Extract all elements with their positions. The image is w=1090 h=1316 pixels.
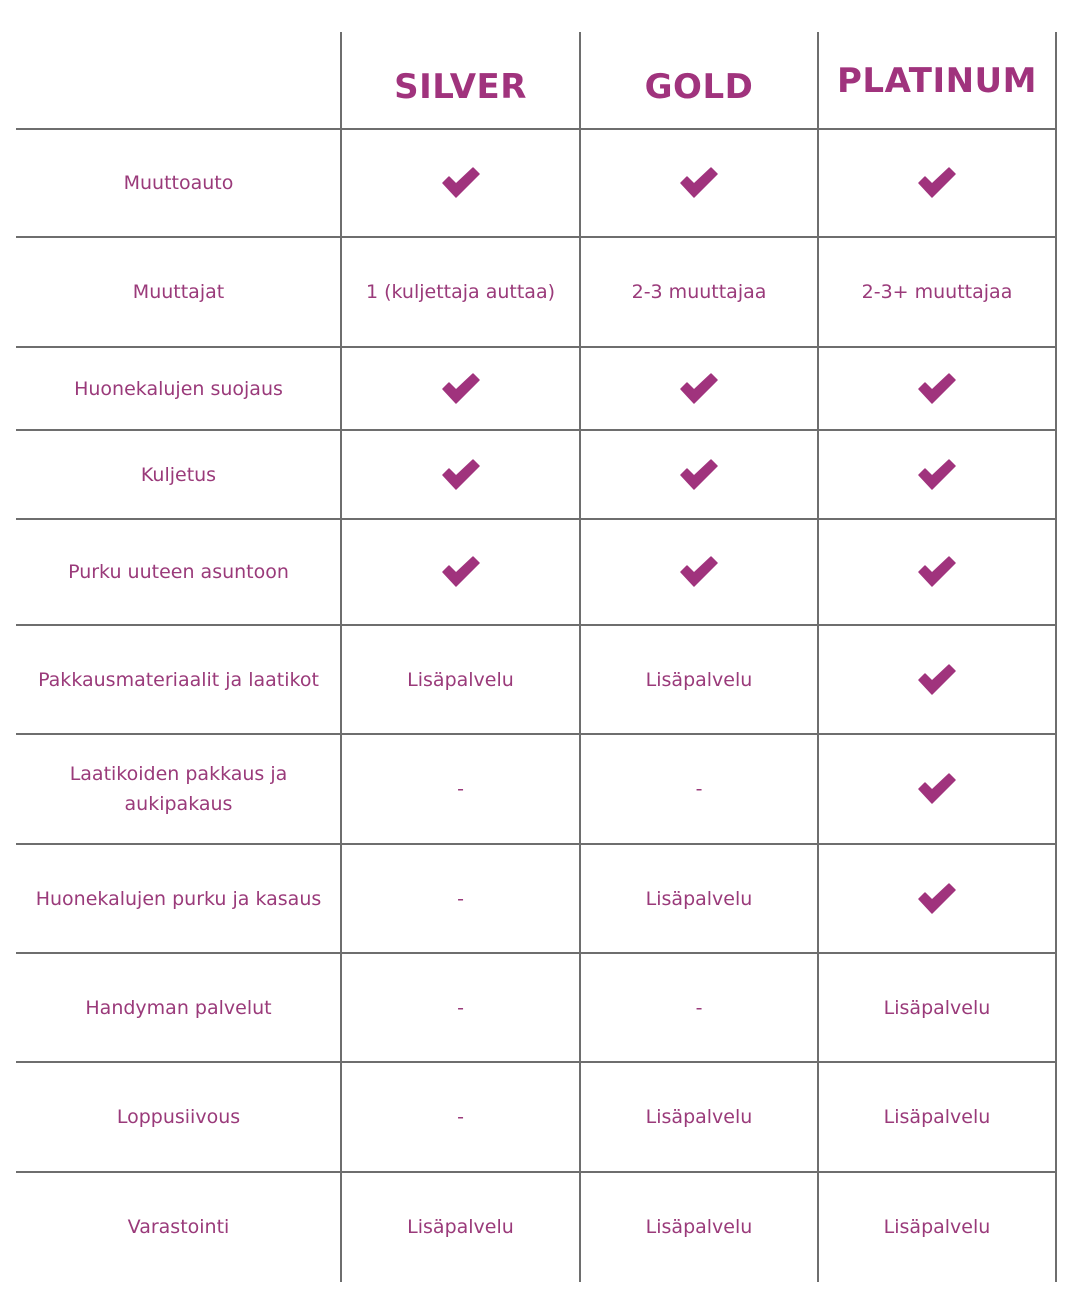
included-cell: [818, 347, 1056, 430]
included-cell: [580, 519, 818, 625]
value-cell: [341, 625, 580, 734]
value-cell: [341, 1172, 580, 1282]
platinum-plan-header: [818, 46, 1056, 116]
value-cell: [580, 844, 818, 953]
plan-name: SILVER: [394, 67, 527, 107]
not-included-cell: [341, 1062, 580, 1172]
value-cell: [580, 625, 818, 734]
value-cell: [341, 237, 580, 347]
cell-value: 2-3 muuttajaa: [631, 281, 767, 303]
cell-value: 2-3+ muuttajaa: [861, 281, 1013, 303]
included-cell: [818, 844, 1056, 953]
cell-value: -: [457, 778, 464, 800]
included-cell: [341, 430, 580, 519]
included-cell: [580, 129, 818, 237]
feature-label: Muuttajat: [132, 281, 225, 303]
feature-label: Handyman palvelut: [85, 996, 272, 1019]
feature-label: Laatikoiden pakkaus ja aukipakaus: [69, 763, 288, 815]
feature-label: Purku uuteen asuntoon: [68, 561, 289, 583]
feature-label: Huonekalujen purku ja kasaus: [35, 887, 322, 910]
cell-value: Lisäpalvelu: [645, 887, 753, 910]
cell-value: Lisäpalvelu: [645, 668, 753, 691]
not-included-cell: [341, 844, 580, 953]
feature-label: Loppusiivous: [116, 1106, 241, 1128]
value-cell: [818, 237, 1056, 347]
value-cell: [580, 237, 818, 347]
not-included-cell: [341, 953, 580, 1062]
checkmark-icon: [917, 664, 957, 696]
cell-value: Lisäpalvelu: [645, 1106, 753, 1128]
included-cell: [341, 347, 580, 430]
checkmark-icon: [917, 459, 957, 491]
plan-name: GOLD: [644, 67, 754, 107]
checkmark-icon: [679, 167, 719, 199]
feature-label: Muuttoauto: [123, 172, 234, 194]
included-cell: [818, 129, 1056, 237]
plan-name: PLATINUM: [837, 61, 1037, 101]
silver-plan-header: [341, 52, 580, 122]
checkmark-icon: [917, 773, 957, 805]
checkmark-icon: [679, 373, 719, 405]
cell-value: Lisäpalvelu: [883, 1106, 991, 1128]
checkmark-icon: [917, 373, 957, 405]
checkmark-icon: [917, 167, 957, 199]
not-included-cell: [341, 734, 580, 844]
included-cell: [341, 519, 580, 625]
not-included-cell: [580, 734, 818, 844]
feature-label: Huonekalujen suojaus: [74, 377, 283, 400]
cell-value: -: [457, 1106, 464, 1128]
gold-plan-header: [580, 52, 818, 122]
included-cell: [818, 734, 1056, 844]
value-cell: [818, 1062, 1056, 1172]
cell-value: Lisäpalvelu: [883, 1216, 991, 1238]
checkmark-icon: [441, 459, 481, 491]
cell-value: Lisäpalvelu: [645, 1216, 753, 1238]
cell-value: -: [457, 887, 464, 910]
checkmark-icon: [917, 556, 957, 588]
included-cell: [818, 519, 1056, 625]
cell-value: -: [457, 996, 464, 1019]
checkmark-icon: [679, 556, 719, 588]
feature-label: Pakkausmateriaalit ja laatikot: [38, 668, 319, 691]
feature-label: Varastointi: [127, 1216, 230, 1238]
cell-value: Lisäpalvelu: [407, 1216, 514, 1238]
checkmark-icon: [917, 883, 957, 915]
value-cell: [580, 1172, 818, 1282]
cell-value: 1 (kuljettaja auttaa): [365, 281, 556, 303]
included-cell: [818, 625, 1056, 734]
cell-value: Lisäpalvelu: [407, 668, 514, 691]
value-cell: [818, 953, 1056, 1062]
not-included-cell: [580, 953, 818, 1062]
checkmark-icon: [441, 556, 481, 588]
feature-label: Kuljetus: [140, 463, 217, 486]
included-cell: [580, 430, 818, 519]
cell-value: Lisäpalvelu: [883, 996, 991, 1019]
checkmark-icon: [679, 459, 719, 491]
cell-value: -: [695, 778, 703, 800]
checkmark-icon: [441, 373, 481, 405]
cell-value: -: [695, 996, 703, 1019]
checkmark-icon: [441, 167, 481, 199]
included-cell: [818, 430, 1056, 519]
value-cell: [580, 1062, 818, 1172]
value-cell: [818, 1172, 1056, 1282]
included-cell: [580, 347, 818, 430]
included-cell: [341, 129, 580, 237]
